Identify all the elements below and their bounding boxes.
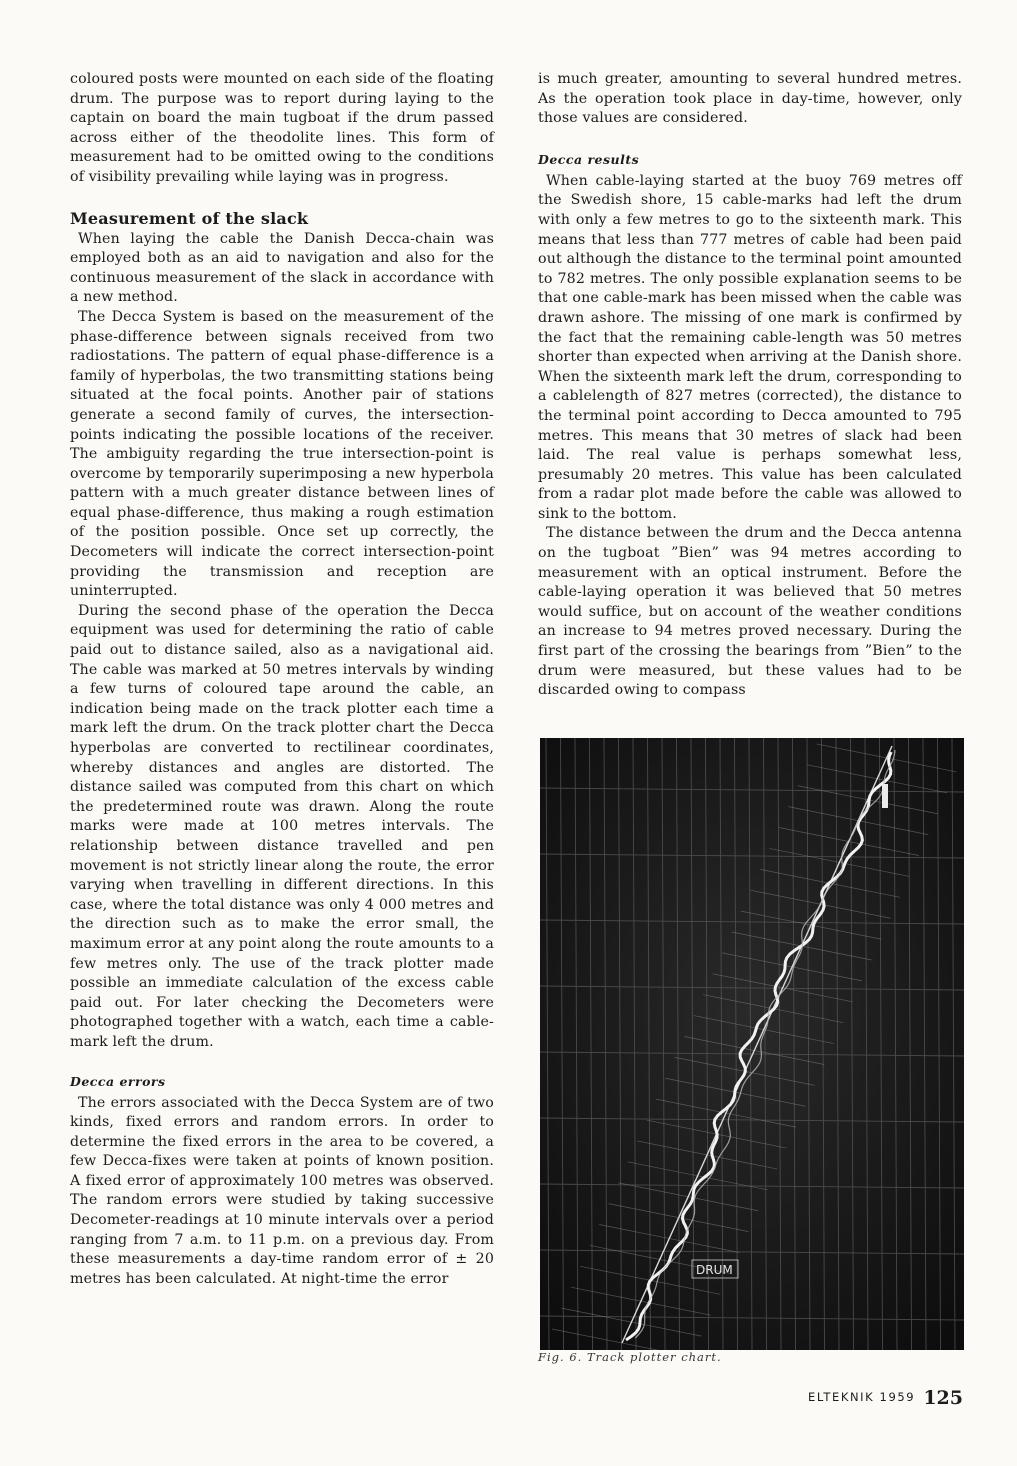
track-plotter-chart-photo [540,738,964,1350]
paragraph: The distance between the drum and the Decca antenna on the tugboat ”Bien” was 94 metres according to measurement with an optical instrument. Before the cable-laying operation it was believed that 50 metres would suffice, but on account of the weather conditions an increase to 94 metres proved necessary. During the first part of the crossing the bearings from ”Bien” to the drum were measured, but these values had to be discarded owing to compass [538,525,962,699]
paragraph: During the second phase of the operation the Decca equipment was used for determining the ratio of cable paid out to distance sailed, also as a navigational aid. The cable was marked at 50 metres intervals by winding a few turns of coloured tape around the cable, an indication being made on the track plotter each time a mark left the drum. On the track plotter chart the Decca hyperbolas are converted to rectilinear coordinates, whereby distances and angles are distorted. The distance sailed was computed from this chart on which the predetermined route was drawn. Along the route marks were made at 100 metres intervals. The relationship between distance travelled and pen movement is not strictly linear along the route, the error varying when travelling in different directions. In this case, where the total distance was only 4 000 metres and the direction such as to make the error small, the maximum error at any point along the route amounts to a few metres only. The use of the track plotter made possible an immediate calculation of the excess cable paid out. For later checking the Decometers were photographed together with a watch, each time a cable-mark left the drum. [70,602,494,1050]
left-column [70,70,494,1289]
section-heading-slack: Measurement of the slack [70,208,309,228]
drum-label: DRUM [696,1263,733,1277]
paragraph: is much greater, amounting to several hundred metres. As the operation took place in day-time, however, only those values are considered. [538,71,962,127]
paragraph: When laying the cable the Danish Decca-chain was employed both as an aid to navigation and also for the continuous measurement of the slack in accordance with a new method. [70,230,494,306]
paragraph: coloured posts were mounted on each side of the floating drum. The purpose was to report during laying to the captain on board the main tugboat if the drum passed across either of the theodolite lines. This form of measurement had to be omitted owing to the conditions of visibility prevailing while laying was in progress. [70,71,494,185]
figure-caption: Fig. 6. Track plotter chart. [538,1350,722,1364]
journal-name: ELTEKNIK 1959 [808,1390,916,1404]
paragraph: When cable-laying started at the buoy 769 metres off the Swedish shore, 15 cable-marks had left the drum with only a few metres to go to the sixteenth mark. This means that less than 777 metres of cable had been paid out although the distance to the terminal point amounted to 782 metres. The only possible explanation seems to be that one cable-mark has been missed when the cable was drawn ashore. The missing of one mark is confirmed by the fact that the remaining cable-length was 50 metres shorter than expected when arriving at the Danish shore. When the sixteenth mark left the drum, corresponding to a cablelength of 827 metres (corrected), the distance to the terminal point according to Decca amounted to 795 metres. This means that 30 metres of slack had been laid. The real value is perhaps somewhat less, presumably 20 metres. This value has been calculated from a radar plot made before the cable was allowed to sink to the bottom. [538,172,962,522]
paragraph: The errors associated with the Decca System are of two kinds, fixed errors and random errors. In order to determine the fixed errors in the area to be covered, a few Decca-fixes were taken at points of known position. A fixed error of approximately 100 metres was observed. The random errors were studied by taking successive Decometer-readings at 10 minute intervals over a period ranging from 7 a.m. to 11 p.m. on a previous day. From these measurements a day-time random error of ± 20 metres has been calculated. At night-time the error [70,1094,494,1287]
page-number: 125 [923,1387,963,1409]
subheading-decca-errors: Decca errors [70,1073,166,1089]
track-plotter-chart-graphic [540,738,964,1350]
page-footer [803,1387,963,1409]
right-column [538,70,962,701]
buoy-mark [882,784,888,808]
subheading-decca-results: Decca results [538,151,640,167]
paragraph: The Decca System is based on the measurement of the phase-difference between signals received from two radiostations. The pattern of equal phase-difference is a family of hyperbolas, the two transmitting stations being situated at the focal points. Another pair of stations generate a second family of curves, the intersection-points indicating the possible locations of the receiver. The ambiguity regarding the true intersection-point is overcome by temporarily superimposing a new hyperbola pattern with a much greater distance between lines of equal phase-difference, thus making a rough estimation of the position possible. Once set up correctly, the Decometers will indicate the correct intersection-point providing the transmission and reception are uninterrupted. [70,308,494,600]
